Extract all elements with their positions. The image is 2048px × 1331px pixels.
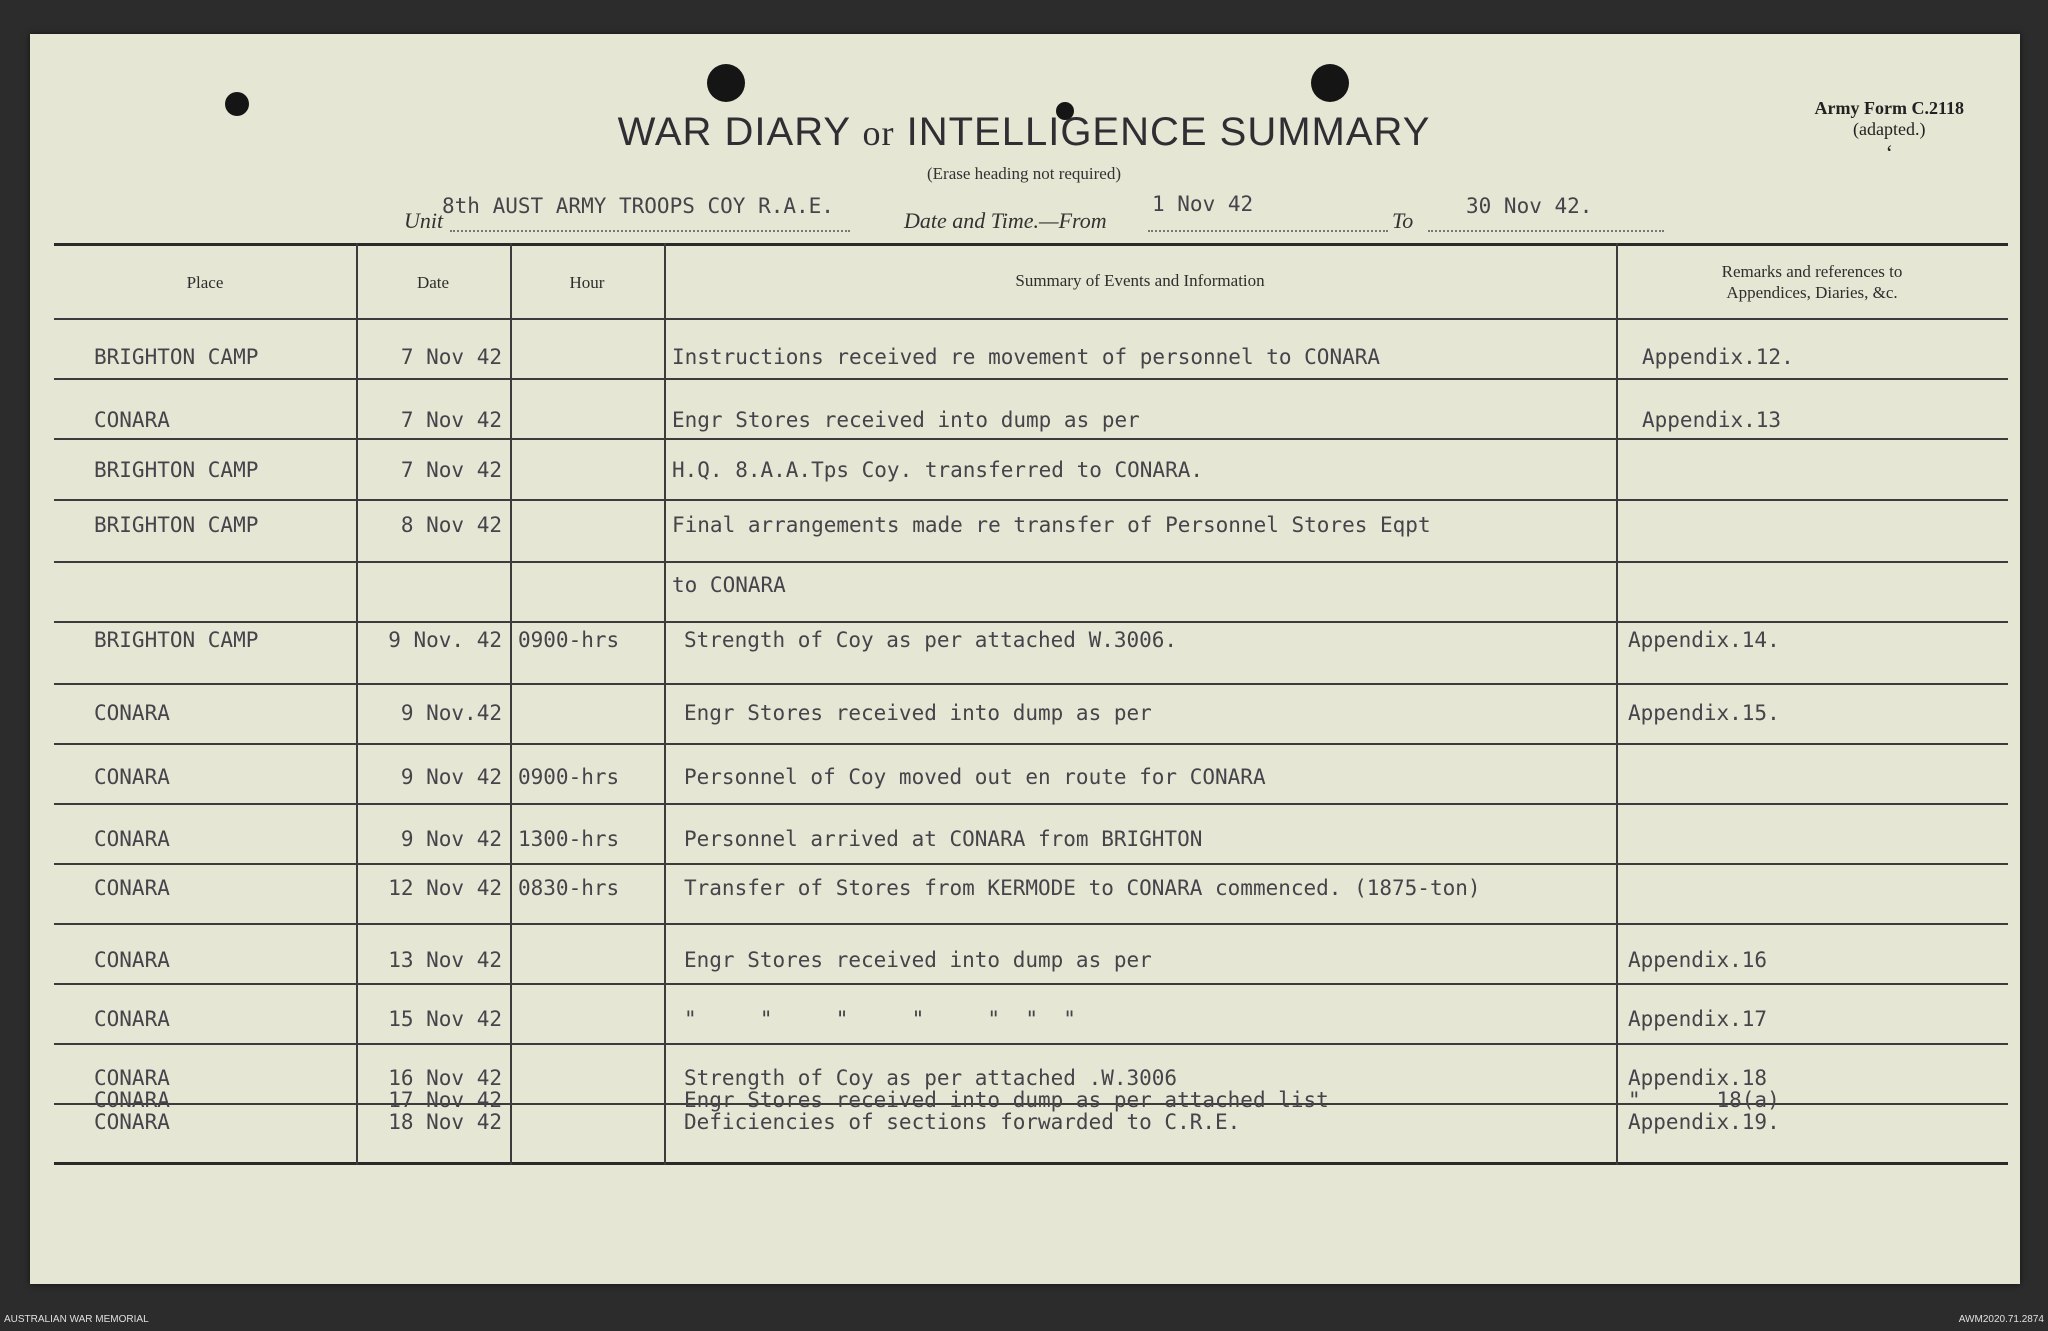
row-summary: Personnel arrived at CONARA from BRIGHTON [684,827,1203,851]
row-date: 7 Nov 42 [400,458,502,482]
row-rule [54,378,2008,380]
form-reference [1815,98,1964,163]
date-from-value: 1 Nov 42 [1152,192,1254,216]
row-date: 8 Nov 42 [400,513,502,537]
document-title: WAR DIARY or INTELLIGENCE SUMMARY [617,110,1431,154]
date-from-dotted-line [1148,230,1388,232]
row-place: CONARA [94,765,170,789]
row-summary: Strength of Coy as per attached W.3006. [684,628,1178,652]
date-to-dotted-line [1428,230,1664,232]
date-from-label: Date and Time.—From [904,208,1107,233]
row-date: 9 Nov.42 [400,701,502,725]
row-summary: to CONARA [672,573,786,597]
column-divider-hour [510,243,512,1165]
row-date: 16 Nov 42 [388,1066,502,1090]
row-rule [54,863,2008,865]
table-bottom-rule [54,1162,2008,1165]
table-top-rule [54,243,2008,246]
row-remarks: Appendix.12. [1642,345,1794,369]
row-date: 9 Nov 42 [400,827,502,851]
row-date: 17 Nov 42 [388,1088,502,1112]
row-place: CONARA [94,876,170,900]
row-summary: Engr Stores received into dump as per attached list [684,1088,1329,1112]
column-divider-remarks [1616,243,1618,1165]
row-rule [54,683,2008,685]
row-place: CONARA [94,1066,170,1090]
unit-dotted-line [450,230,850,232]
column-divider-summary [664,243,666,1165]
date-to-value: 30 Nov 42. [1466,194,1593,218]
row-summary: Final arrangements made re transfer of Personnel Stores Eqpt [672,513,1431,537]
form-mark: ‘ [1885,140,1893,165]
form-adapted: (adapted.) [1853,119,1926,139]
unit-value: 8th AUST ARMY TROOPS COY R.A.E. [442,194,834,218]
row-summary: Strength of Coy as per attached .W.3006 [684,1066,1178,1090]
row-rule [54,438,2008,440]
row-rule [54,803,2008,805]
row-hour: 0900-hrs [518,628,620,652]
row-date: 18 Nov 42 [388,1110,502,1134]
row-place: CONARA [94,1088,170,1112]
column-header-place: Place [186,273,224,292]
punch-hole [707,64,745,102]
row-summary: Instructions received re movement of personnel to CONARA [672,345,1381,369]
header-rule [54,318,2008,320]
unit-label: Unit [404,208,444,233]
row-rule [54,499,2008,501]
row-summary: Engr Stores received into dump as per [684,948,1152,972]
row-summary: Deficiencies of sections forwarded to C.R.E. [684,1110,1241,1134]
row-summary: Engr Stores received into dump as per [672,408,1140,432]
row-date: 9 Nov. 42 [388,628,502,652]
row-place: BRIGHTON CAMP [94,345,259,369]
row-remarks: " 18(a) [1628,1088,1780,1112]
row-date: 7 Nov 42 [400,345,502,369]
punch-hole [1311,64,1349,102]
column-header-summary: Summary of Events and Information [1015,271,1265,290]
row-date: 7 Nov 42 [400,408,502,432]
row-place: CONARA [94,827,170,851]
row-remarks: Appendix.16 [1628,948,1768,972]
row-remarks: Appendix.17 [1628,1007,1768,1031]
row-summary: Engr Stores received into dump as per [684,701,1152,725]
row-place: CONARA [94,701,170,725]
form-number: Army Form C.2118 [1814,98,1964,118]
footer-credit: AUSTRALIAN WAR MEMORIAL [4,1314,149,1325]
row-date: 15 Nov 42 [388,1007,502,1031]
row-rule [54,923,2008,925]
row-rule [54,561,2008,563]
remarks-header-line2: Appendices, Diaries, &c. [1726,283,1898,302]
date-to-label: To [1392,208,1414,233]
row-place: CONARA [94,408,170,432]
row-remarks: Appendix.19. [1628,1110,1780,1134]
row-rule [54,983,2008,985]
row-rule [54,621,2008,623]
row-remarks: Appendix.14. [1628,628,1780,652]
row-hour: 1300-hrs [518,827,620,851]
row-place: CONARA [94,948,170,972]
row-summary: Personnel of Coy moved out en route for CONARA [684,765,1266,789]
row-remarks: Appendix.15. [1628,701,1780,725]
row-rule [54,743,2008,745]
column-header-remarks [1616,261,2008,303]
column-header-hour: Hour [569,273,605,292]
row-summary: H.Q. 8.A.A.Tps Coy. transferred to CONARA. [672,458,1204,482]
column-divider-date [356,243,358,1165]
row-place: CONARA [94,1007,170,1031]
footer-accession-number: AWM2020.71.2874 [1958,1314,2044,1325]
row-place: CONARA [94,1110,170,1134]
remarks-header-line1: Remarks and references to [1721,262,1903,281]
row-remarks: Appendix.18 [1628,1066,1768,1090]
row-place: BRIGHTON CAMP [94,513,259,537]
row-summary: " " " " " " " [684,1007,1076,1031]
row-place: BRIGHTON CAMP [94,628,259,652]
row-remarks: Appendix.13 [1642,408,1782,432]
row-date: 12 Nov 42 [388,876,502,900]
row-place: BRIGHTON CAMP [94,458,259,482]
footer-bar [0,1309,2048,1331]
row-hour: 0830-hrs [518,876,620,900]
row-date: 9 Nov 42 [400,765,502,789]
row-date: 13 Nov 42 [388,948,502,972]
document-subtitle: (Erase heading not required) [927,164,1121,183]
column-header-date: Date [416,273,450,292]
diary-table [54,243,2008,1165]
row-summary: Transfer of Stores from KERMODE to CONARA commenced. (1875-ton) [684,876,1481,900]
row-hour: 0900-hrs [518,765,620,789]
row-rule [54,1043,2008,1045]
